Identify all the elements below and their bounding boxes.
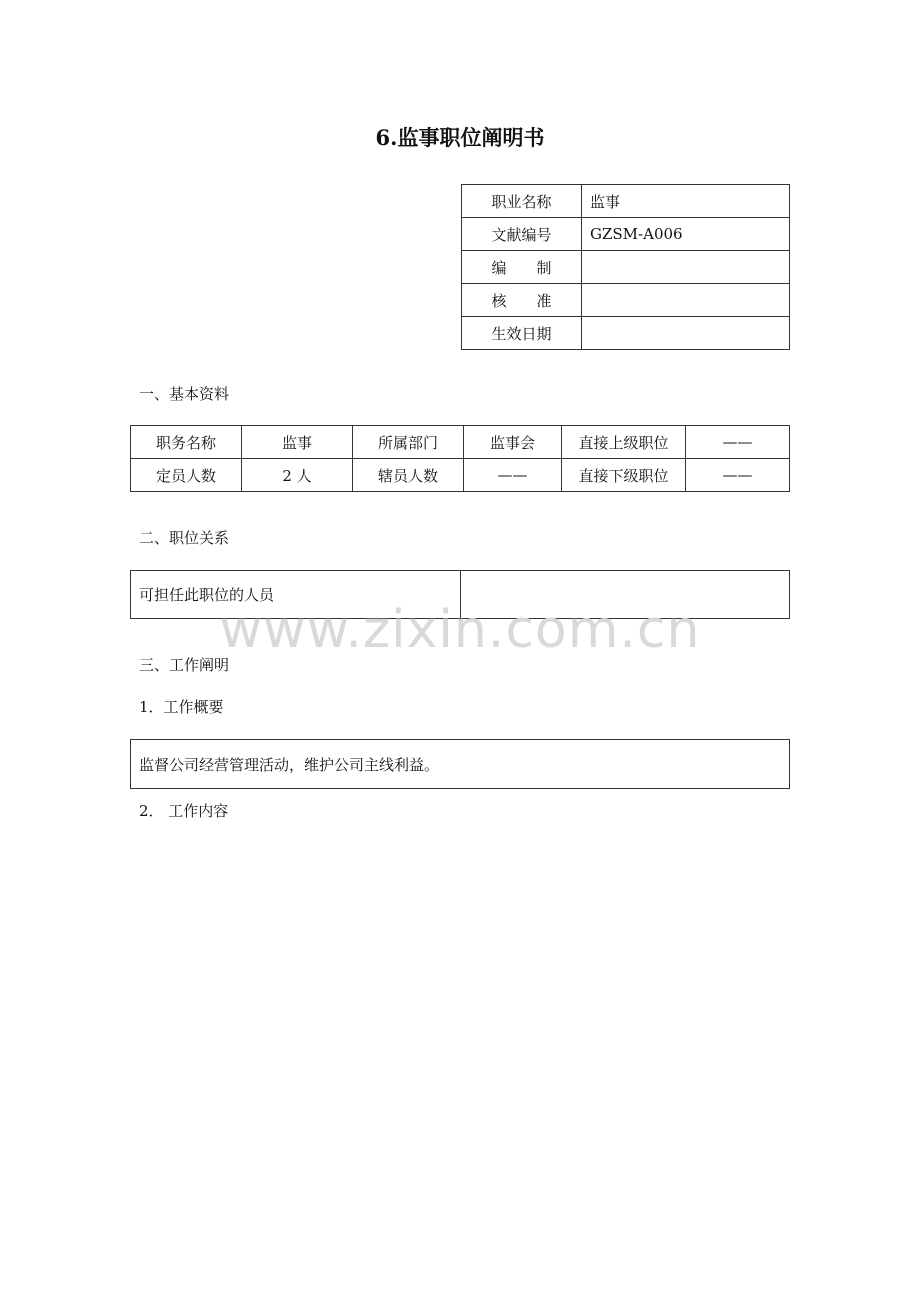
info-value — [582, 251, 790, 284]
relation-value — [461, 571, 790, 619]
table-row — [131, 426, 790, 459]
table-cell: 2 人 — [242, 459, 353, 492]
info-value: 监事 — [582, 185, 790, 218]
table-cell: 辖员人数 — [353, 459, 464, 492]
table-row — [462, 284, 790, 317]
relation-label: 可担任此职位的人员 — [131, 571, 461, 619]
table-row — [462, 185, 790, 218]
table-row — [462, 218, 790, 251]
table-cell: —— — [464, 459, 562, 492]
table-cell: —— — [686, 426, 790, 459]
table-cell: 监事会 — [464, 426, 562, 459]
relation-table — [130, 570, 790, 619]
info-key: 生效日期 — [462, 317, 582, 350]
table-cell: 职务名称 — [131, 426, 242, 459]
subheading-summary: 1．工作概要 — [139, 698, 224, 716]
table-cell: 直接上级职位 — [562, 426, 686, 459]
watermark: www.zixin.com.cn — [219, 600, 701, 660]
info-key: 核 准 — [462, 284, 582, 317]
info-table — [461, 184, 790, 350]
section-heading-relations: 二、职位关系 — [139, 529, 230, 547]
info-value — [582, 284, 790, 317]
info-value: GZSM-A006 — [582, 218, 790, 251]
table-row — [131, 571, 790, 619]
table-cell: 直接下级职位 — [562, 459, 686, 492]
table-cell: 定员人数 — [131, 459, 242, 492]
summary-text: 监督公司经营管理活动，维护公司主线利益。 — [131, 740, 790, 789]
info-key: 职业名称 — [462, 185, 582, 218]
table-row — [462, 251, 790, 284]
section-heading-basic: 一、基本资料 — [139, 385, 230, 403]
table-cell: 监事 — [242, 426, 353, 459]
info-key: 文献编号 — [462, 218, 582, 251]
table-row — [131, 459, 790, 492]
table-row — [462, 317, 790, 350]
section-heading-work: 三、工作阐明 — [139, 656, 230, 674]
summary-table — [130, 739, 790, 789]
table-cell: —— — [686, 459, 790, 492]
document-title: 6.监事职位阐明书 — [375, 125, 545, 150]
table-cell: 所属部门 — [353, 426, 464, 459]
basic-info-table — [130, 425, 790, 492]
info-value — [582, 317, 790, 350]
info-key: 编 制 — [462, 251, 582, 284]
table-row — [131, 740, 790, 789]
subheading-content: 2． 工作内容 — [139, 802, 229, 820]
